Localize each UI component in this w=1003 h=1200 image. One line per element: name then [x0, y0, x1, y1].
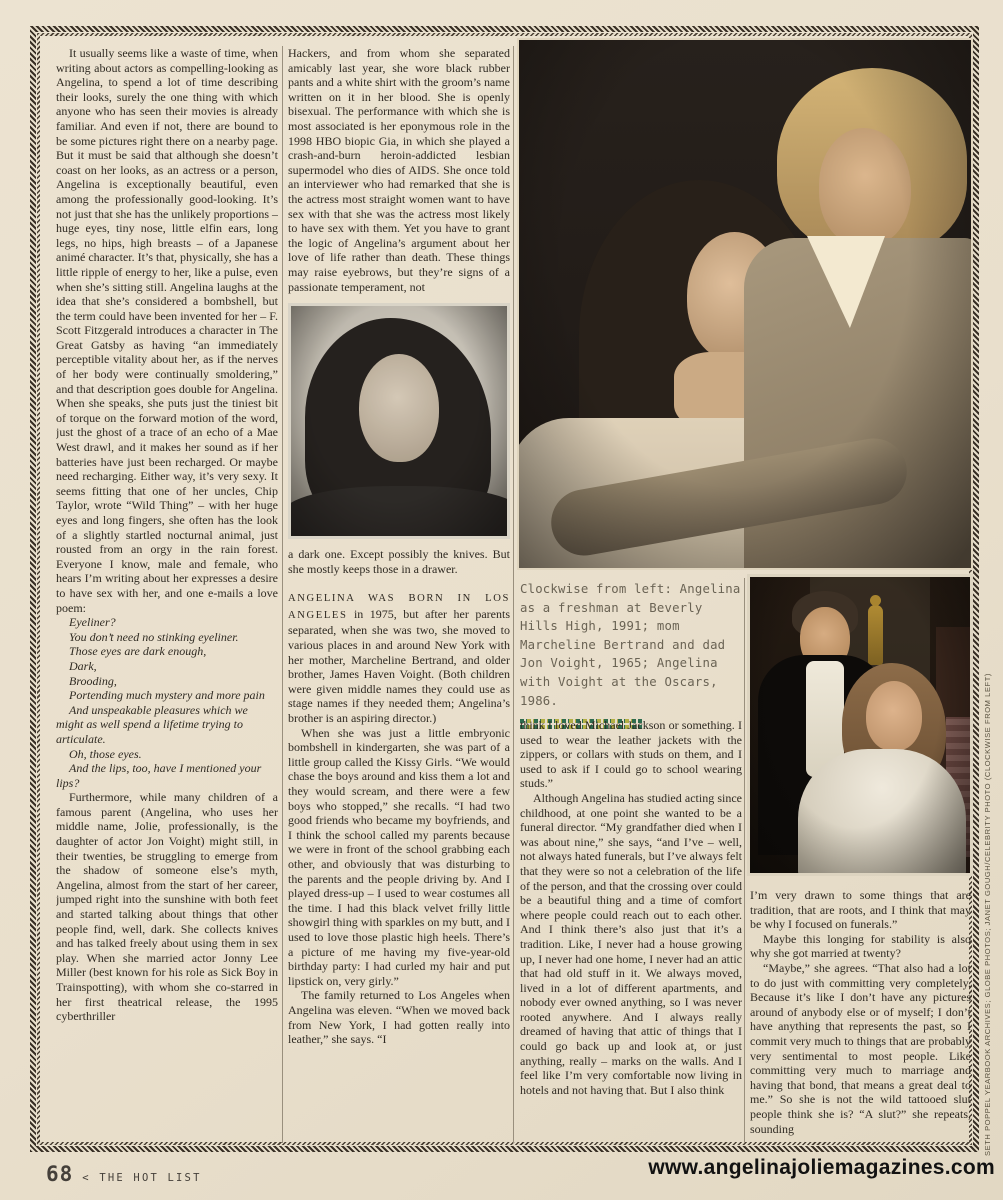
- paragraph: Maybe this longing for stability is also why she got married at twenty?: [750, 931, 971, 961]
- article-column-1: [56, 46, 278, 1143]
- column-divider: [282, 46, 283, 1143]
- paragraph: The family returned to Los Angeles when Angelina was eleven. “When we moved back from New York, I had gotten really into leather,” she says. “I: [288, 988, 510, 1047]
- paragraph: “Maybe,” she agrees. “That also had a lot to do just with committing very completely. Because it’s like I don’t have any pictures around of anybody else or of myself; I don’t have anything that represents the past, so I commit very much to things that are probably very sentimental to most people. Like committing very much to marriage and having that bond, that means a great deal to me.” So she is not the wild tattooed slut people think she is? “A slut?” she repeats, sounding: [750, 960, 971, 1136]
- photo-oscars: [747, 574, 973, 876]
- poem-line: Brooding,: [69, 673, 117, 688]
- poem-line: Dark,: [69, 658, 97, 673]
- section-title: < THE HOT LIST: [82, 1172, 202, 1184]
- poem-line: And unspeakable pleasures which we might as well spend a lifetime trying to articulate.: [56, 702, 248, 746]
- small-caps-lead: ANGELINA WAS BORN IN LOS ANGELES: [288, 593, 510, 621]
- paragraph-lead: [288, 590, 510, 725]
- poem-line: And the lips, too, have I mentioned your lips?: [56, 761, 262, 790]
- article-column-3: [520, 718, 742, 1144]
- column-divider: [744, 578, 745, 1143]
- paragraph: It usually seems like a waste of time, when writing about actors as compelling-looking as Angelina, to spend a lot of time describing their looks, surely the one thing with which anyone who has seen their movies is already familiar. And even if not, there are bound to be some pictures right there on a nearby page. But it must be said that although she doesn’t coast on her looks, as an actress or a person, Angelina is exceptionally beautiful, even among the professionally good-looking. It’s not just that she has the unlikely proportions – huge eyes, tiny nose, little elfin ears, long legs, no hips, high breasts – of a Japanese animé character. It’s that, physically, she has a little ripple of energy to her, like a pulse, even when she’s sitting still. Angelina laughs at the idea that she’s considered a bombshell, but the term could have been invented for her – F. Scott Fitzgerald introduces a character in The Great Gatsby as having “an immediately perceptible vitality about her, as if the nerves of her body were continually smoldering,” and that description goes double for Angelina. When she speaks, she puts just the tiniest bit of torque on the forward motion of the word, just the ghost of a trace of an echo of a Mae West drawl, and it makes her sound as if her batteries have just been recharged. Or maybe need recharging. Either way, it’s very sexy. It seems fitting that one of her uncles, Chip Taylor, wrote “Wild Thing” – with her huge eyes and long fingers, she often has the look of a slightly startled nocturnal animal, just rousted from an orgy in the rain forest. Everyone I know, male and female, who hears I’m writing about her expresses a desire to have sex with her, and one e-mails a love poem:: [56, 46, 278, 615]
- page-number: 68: [46, 1162, 74, 1186]
- poem-line: Eyeliner?: [69, 615, 116, 630]
- paragraph: think I loved Michael Jackson or something. I used to wear the leather jackets with the zippers, or collars with studs on them, and I used to ask if I could go to school wearing studs.”: [520, 718, 742, 791]
- article-column-2: [288, 46, 510, 1143]
- footer-left: [46, 1162, 202, 1186]
- magazine-website-url: www.angelinajoliemagazines.com: [648, 1156, 995, 1179]
- poem-line: Oh, those eyes.: [69, 746, 142, 761]
- article-column-4: [750, 888, 971, 1144]
- photo-main-couple: [517, 38, 973, 570]
- column-divider: [513, 46, 514, 1143]
- photo-vignette: [519, 40, 971, 568]
- photo-yearbook: [288, 303, 510, 539]
- caption-block: [520, 580, 743, 733]
- photo-caption: Clockwise from left: Angelina as a freshman at Beverly Hills High, 1991; mom Marcheline Bertrand and dad Jon Voight, 1965; Angelina with Voight at the Oscars, 1986.: [520, 582, 741, 708]
- lead-continuation: in 1975, but after her parents separated, when she was two, she moved to various places in and around New York with her mother, Marcheline Bertrand, and older brother, James Haven Voight. (Both children were given middle names they could use as stage names if they needed them; Angelina’s brother is an aspiring director.): [288, 606, 510, 726]
- paragraph: I’m very drawn to some things that are tradition, that are roots, and I think that may be why I focused on funerals.”: [750, 888, 971, 932]
- poem-line: You don’t need no stinking eyeliner.: [69, 629, 239, 644]
- poem-line: Portending much mystery and more pain: [69, 688, 265, 703]
- photo-vignette: [291, 306, 507, 536]
- photo-credit-vertical: SETH POPPEL YEARBOOK ARCHIVES; GLOBE PHOTOS; JANET GOUGH/CELEBRITY PHOTO (CLOCKWISE FROM LEFT): [983, 672, 992, 1156]
- poem-line: Those eyes are dark enough,: [69, 644, 207, 659]
- paragraph: Hackers, and from whom she separated amicably last year, she wore black rubber pants and a white shirt with the groom’s name written on it in her blood. She is openly bisexual. The performance with which she is most associated is her eponymous role in the 1998 HBO biopic Gia, in which she played a crash-and-burn heroin-addicted lesbian supermodel who dies of AIDS. She once told an interviewer who had remarked that she is the actress most straight women want to have sex with that she was the actress most likely to have sex with them. Yet you have to grant the logic of Angelina’s argument about her love of life rather than death. These things may raise eyebrows, but they’re signs of a passionate temperament, not: [288, 46, 510, 294]
- paragraph: a dark one. Except possibly the knives. But she mostly keeps those in a drawer.: [288, 547, 510, 576]
- paragraph: Although Angelina has studied acting since childhood, at one point she wanted to be a funeral director. “My grandfather died when I was about nine,” she says, “and I’ve – well, not always hated funerals, but I’ve always felt that they were so not a celebration of the life of the person, and that the crossing over could be a beautiful thing and a time of comfort where people could reach out to each other. And I think there’s also just that it’s a tradition. Like, I never had a house growing up, I never had one home, I never had an attic that had old stuff in it. We always moved, lived in a lot of different apartments, and nobody ever owned anything, so I was never rooted anywhere. And I always really dreamed of having that attic of things that I could go back up and look at, or just anything, really – marks on the walls. And I feel like I’m very comfortable now living in hotels and not having that. But I also think: [520, 790, 742, 1097]
- paragraph: When she was just a little embryonic bombshell in kindergarten, she was part of a little group called the Kissy Girls. “We would chase the boys around and kiss them a lot and they would scream, and there were a few boys who stopped,” she recalls. “I had two good friends who became my boyfriends, and I think the school called my parents because we were in front of the school grabbing each other, and obviously that was disturbing to the parents and the people driving by. And I played dress-up – I used to wear costumes all the time. I had this black velvet frilly little showgirl thing with sparkles on my butt, and I used to love those plastic high heels. There’s a picture of me having my five-year-old birthday party: I had curled my hair and put lipstick on, very girly.”: [288, 725, 510, 988]
- photo-vignette: [750, 577, 970, 873]
- paragraph: Furthermore, while many children of a famous parent (Angelina, who uses her middle name, Jolie, professionally, is the daughter of actor Jon Voight) might still, in their twenties, be struggling to emerge from the shadow of someone else’s myth, Angelina, almost from the start of her career, jumped right into the sunshine with both feet and started talking about things that other people find, well, dark. She collects knives and has talked freely about using them in sex play. When she married actor Jonny Lee Miller (best known for his role as Sick Boy in Trainspotting), with whom she co-starred in her first theatrical release, the 1995 cyberthriller: [56, 790, 278, 1024]
